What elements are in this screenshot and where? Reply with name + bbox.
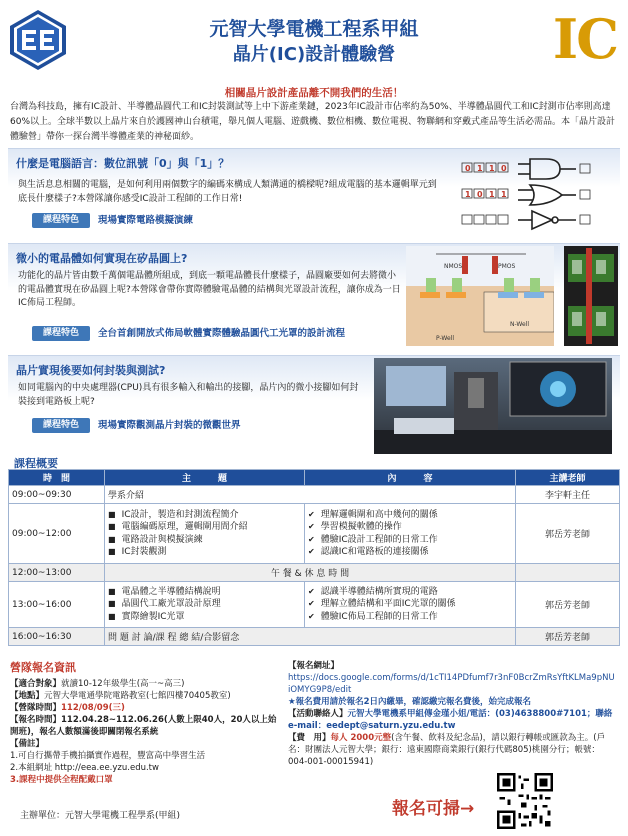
gate-bit: 1 <box>489 164 495 173</box>
content-item: ✔ 體驗IC佈局工程師的日常工作 <box>308 611 512 624</box>
row-summary: 問 題 討 論/課 程 總 結/合影留念 <box>105 628 516 646</box>
row-teacher: 郭岳芳老師 <box>516 582 620 628</box>
row-teacher: 郭岳芳老師 <box>516 628 620 646</box>
contact-info: 【活動聯絡人】元智大學電機系甲組傳金瑾小姐/電話：(03)4638800#7101；聯絡 e-mail：eedept@saturn.yzu.edu.tw <box>288 709 613 731</box>
course-table <box>8 469 620 646</box>
scan-to-register: 報名可掃→ <box>392 799 475 819</box>
row-teacher <box>516 564 620 582</box>
col-content: 內 容 <box>304 470 515 486</box>
content-item: ✔ 理解邏輯閘和高中幾何的關係 <box>308 509 512 522</box>
title-line2: 晶片(IC)設計體驗營 <box>232 44 396 65</box>
course-heading: 課程概要 <box>14 457 58 470</box>
gate-bit: 1 <box>477 164 483 173</box>
gate-bit: 0 <box>477 190 483 199</box>
note-item: 1.可自行攜帶手機拍攝實作過程，豐富高中學習生活 <box>10 751 206 761</box>
nwell-label: N-Well <box>510 321 530 328</box>
pmos-label: PMOS <box>498 263 516 270</box>
section-body: 功能化的晶片皆由數千萬個電晶體所組成，到底一顆電晶體長什麼樣子，晶圓廠要如何去將微小的電晶體實現在矽晶圓上呢?本營隊會帶你實際體驗電晶體的結構與光罩設計流程，讓你成為一日IC佈局工程師。 <box>18 271 401 308</box>
row-topics <box>105 504 305 564</box>
registration-heading: 營隊報名資訊 <box>10 661 76 674</box>
table-row <box>9 504 620 564</box>
transistor-cross-section-diagram <box>406 246 554 346</box>
table-header-row <box>9 470 620 486</box>
registration-url-link[interactable]: https://docs.google.com/forms/d/1cTI14PDfumf7r3nF0BcrZmRsYftKLMa9pNUiOMYG9P8/edit <box>288 673 615 695</box>
table-row <box>9 564 620 582</box>
ic-logo-text: IC <box>552 7 618 71</box>
topic-item: ■ 電晶體之半導體結構說明 <box>108 586 301 599</box>
gate-bit: 0 <box>465 164 471 173</box>
packaging-lab-photo <box>374 358 612 454</box>
row-contents <box>304 582 515 628</box>
gate-bit: 0 <box>501 164 507 173</box>
feature-badge: 課程特色 <box>32 418 90 433</box>
host-unit: 主辦單位：元智大學電機工程學系(甲組) <box>20 811 181 821</box>
col-topic: 主 題 <box>105 470 305 486</box>
content-item: ✔ 體驗IC設計工程師的日常工作 <box>308 534 512 547</box>
row-teacher: 李宇軒主任 <box>516 486 620 504</box>
topic-item: ■ IC設計，製造和封測流程簡介 <box>108 509 301 522</box>
feature-text: 現場實際電路模擬演練 <box>98 215 194 226</box>
col-time: 時 間 <box>9 470 105 486</box>
section-body: 與生活息息相關的電腦，是如何利用兩個數字的編碼來構成人類溝通的橋樑呢?組成電腦的基本邏輯單元到底長什麼樣子?本營隊讓你感受IC設計工程師的工作日常! <box>18 180 437 204</box>
content-item: ✔ 認識IC和電路板的連接關係 <box>308 546 512 559</box>
section-transistor <box>8 243 620 348</box>
section-heading: 什麼是電腦語言：數位訊號「0」與「1」？ <box>16 157 230 170</box>
feature-text: 現場實際觀測晶片封裝的微觀世界 <box>98 420 241 431</box>
gate-bit: 1 <box>489 190 495 199</box>
gate-bit: 1 <box>501 190 507 199</box>
feature-text: 全台首創開放式佈局軟體實際體驗晶圓代工光罩的設計流程 <box>98 328 346 339</box>
logic-gates-diagram <box>458 155 608 233</box>
section-packaging <box>8 355 620 455</box>
content-item: ✔ 理解立體結構和平面IC光罩的關係 <box>308 598 512 611</box>
registration-details <box>288 660 616 768</box>
row-topic: 學系介紹 <box>105 486 516 504</box>
registration-info <box>10 662 280 786</box>
section-heading: 晶片實現後要如何封裝與測試? <box>16 364 166 377</box>
row-time: 13:00~16:00 <box>9 582 105 628</box>
section-body: 如同電腦內的中央處理器(CPU)具有很多輸入和輸出的接腳，晶片內的微小接腳如何封裝接到電路板上呢? <box>18 383 359 407</box>
title-line1: 元智大學電機工程系甲組 <box>209 18 419 40</box>
note-item: 2.本組網址 http://eea.ee.yzu.edu.tw <box>10 763 159 773</box>
col-teacher: 主講老師 <box>516 470 620 486</box>
qr-code-icon[interactable] <box>497 773 553 829</box>
topic-item: ■ 電路設計與模擬演練 <box>108 534 301 547</box>
row-time: 16:00~16:30 <box>9 628 105 646</box>
section-heading: 微小的電晶體如何實現在矽晶圓上? <box>16 252 188 265</box>
url-label: 【報名網址】 <box>288 661 340 671</box>
table-row <box>9 628 620 646</box>
reg-item-target: 【適合對象】就讀10-12年級學生(高一~高三) <box>10 679 185 689</box>
row-time: 12:00~13:00 <box>9 564 105 582</box>
topic-item: ■ 實際繪製IC光罩 <box>108 611 301 624</box>
ic-layout-image <box>564 246 618 346</box>
note-item: 3.課程中提供全程配戴口罩 <box>10 775 113 785</box>
row-teacher: 郭岳芳老師 <box>516 504 620 564</box>
intro-heading: 相關晶片設計產品離不開我們的生活！ <box>224 87 404 99</box>
content-item: ✔ 認識半導體結構所實現的電路 <box>308 586 512 599</box>
content-item: ✔ 學習模擬軟體的操作 <box>308 521 512 534</box>
row-topics <box>105 582 305 628</box>
row-contents <box>304 504 515 564</box>
table-row <box>9 582 620 628</box>
topic-item: ■ 晶圓代工廠光罩設計原理 <box>108 598 301 611</box>
intro-body: 台灣為科技島，擁有IC設計、半導體晶圓代工和IC封裝測試等上中下游產業鏈，2023年IC設計市佔率約為50%、半導體晶圓代工和IC封測市佔率則高達60%以上。全球半數以上晶片來自於護國神山台積電，舉凡個人電腦、遊戲機、數位相機、數位電視、物聯網和穿戴式產品等生活必需品。本「晶片設計體驗營」帶你一探台灣半導體產業的神秘面紗。 <box>10 102 616 142</box>
row-time: 09:00~12:00 <box>9 504 105 564</box>
reg-item-date: 【營隊時間】112/08/09(三) <box>10 703 125 713</box>
table-row <box>9 486 620 504</box>
payment-note: ★報名費用請於報名2日內繳畢，確認繳完報名費後，始完成報名 <box>288 697 532 707</box>
lunch-break: 午 餐 & 休 息 時 間 <box>105 564 516 582</box>
topic-item: ■ 電腦編碼原理，邏輯閘用間介紹 <box>108 521 301 534</box>
reg-item-period: 【報名時間】112.04.28~112.06.26(人數上限40人，20人以上始開班)，報名人數額滿後即關閉報名系統 <box>10 715 277 737</box>
reg-item-location: 【地點】元智大學電通學院電路教室(七館四樓70405教室) <box>10 691 231 701</box>
nmos-label: NMOS <box>444 263 463 270</box>
fee-info: 【費 用】每人 2000元整(含午餐、飲料及紀念品)，請以銀行轉帳或匯款為主。(戶名：財團法人元智大學；銀行：遠東國際商業銀行(銀行代碼805)桃園分行；帳號：004-001-00015941) <box>288 733 606 767</box>
pwell-label: P-Well <box>436 335 455 342</box>
reg-item-notes: 【備註】 <box>10 739 45 749</box>
feature-badge: 課程特色 <box>32 213 90 228</box>
gate-bit: 1 <box>465 190 471 199</box>
row-time: 09:00~09:30 <box>9 486 105 504</box>
topic-item: ■ IC封裝觀測 <box>108 546 301 559</box>
section-digital-signals <box>8 148 620 234</box>
feature-badge: 課程特色 <box>32 326 90 341</box>
